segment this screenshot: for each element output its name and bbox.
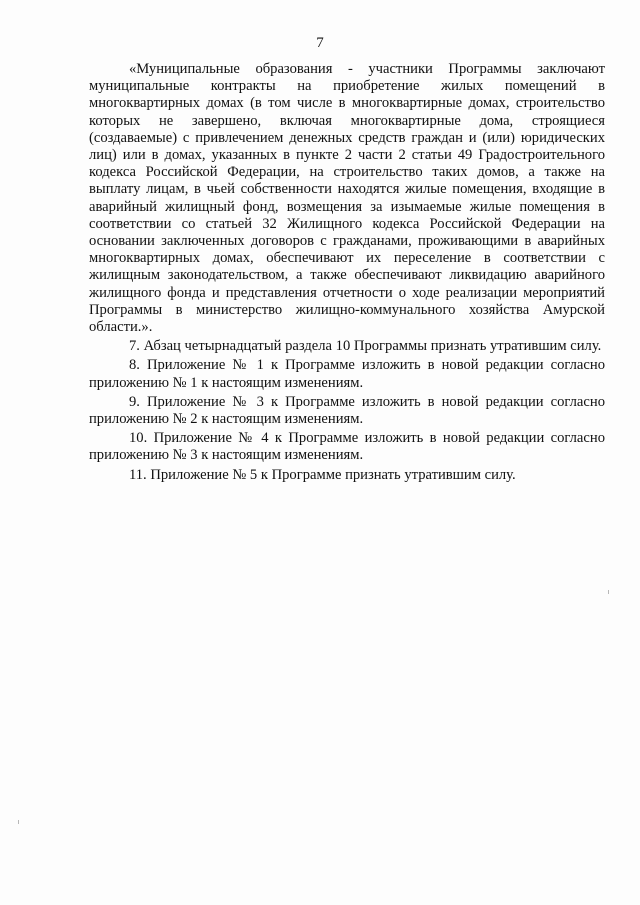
document-body xyxy=(89,61,605,484)
paragraph-item-7: 7. Абзац четырнадцатый раздела 10 Программы признать утратившим силу. xyxy=(129,338,602,355)
page-number: 7 xyxy=(316,35,324,51)
paragraph-contracts: «Муниципальные образования - участники Программы заключают муниципальные контракты на приобретение жилых помещений в многоквартирных домах (в том числе в многоквартирные домах, строительство которых не завершено, включая многоквартирные дома, строящиеся (создаваемые) с привлечением денежных средств граждан и (или) юридических лиц) или в домах, указанных в пункте 2 части 2 статьи 49 Градостроительного кодекса Российской Федерации, на строительство таких домов, а также на выплату лицам, в чьей собственности находятся жилые помещения, входящие в аварийный жилищный фонд, возмещения за изымаемые жилые помещения в соответствии со статьей 32 Жилищного кодекса Российской Федерации на основании заключенных договоров с гражданами, проживающими в аварийных многоквартирных домах, обеспечивают их переселение в соответствии с жилищным законодательством, а также обеспечивают ликвидацию аварийного жилищного фонда и представления отчетности о ходе реализации мероприятий Программы в министерство жилищно-коммунального хозяйства Амурской области.». xyxy=(89,61,605,336)
scan-artifact xyxy=(18,820,19,824)
scan-artifact xyxy=(608,590,609,594)
paragraph-item-9: 9. Приложение № 3 к Программе изложить в новой редакции согласно приложению № 2 к настоящим изменениям. xyxy=(89,393,605,428)
paragraph-item-8: 8. Приложение № 1 к Программе изложить в новой редакции согласно приложению № 1 к настоящим изменениям. xyxy=(89,357,605,391)
paragraph-item-10: 10. Приложение № 4 к Программе изложить в новой редакции согласно приложению № 3 к настоящим изменениям. xyxy=(89,430,605,464)
paragraph-item-11: 11. Приложение № 5 к Программе признать утратившим силу. xyxy=(129,466,516,483)
